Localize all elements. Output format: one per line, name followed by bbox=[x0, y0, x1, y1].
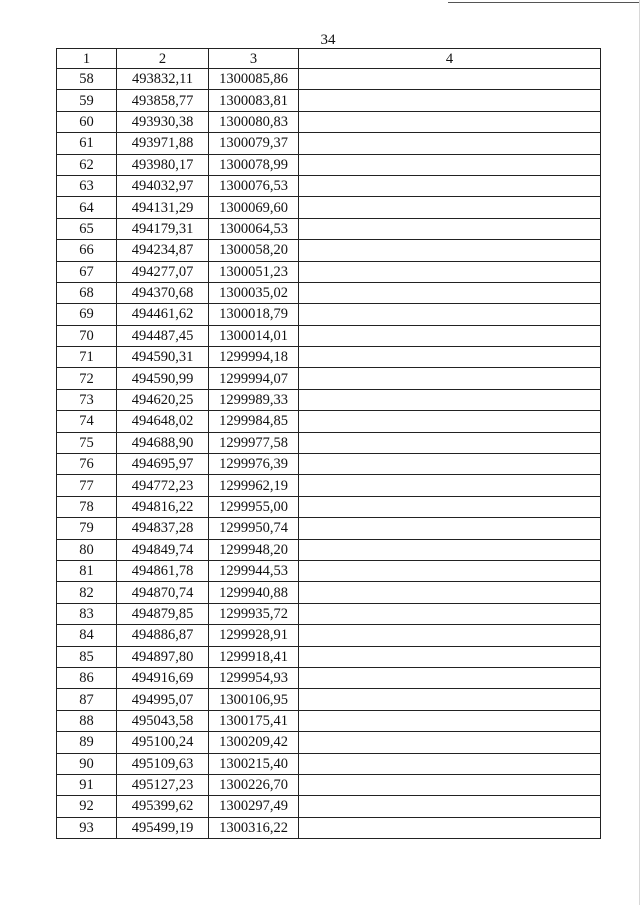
y-coordinate-cell: 1300175,41 bbox=[209, 710, 299, 731]
point-number-cell: 77 bbox=[57, 475, 117, 496]
x-coordinate-cell: 494879,85 bbox=[117, 603, 209, 624]
point-number-cell: 63 bbox=[57, 175, 117, 196]
point-number-cell: 87 bbox=[57, 689, 117, 710]
note-cell bbox=[299, 560, 601, 581]
table-row bbox=[57, 432, 601, 453]
point-number-cell: 91 bbox=[57, 774, 117, 795]
point-number-cell: 64 bbox=[57, 197, 117, 218]
table-row bbox=[57, 603, 601, 624]
note-cell bbox=[299, 817, 601, 838]
note-cell bbox=[299, 518, 601, 539]
note-cell bbox=[299, 218, 601, 239]
point-number-cell: 58 bbox=[57, 69, 117, 90]
y-coordinate-cell: 1300085,86 bbox=[209, 69, 299, 90]
point-number-cell: 68 bbox=[57, 282, 117, 303]
table-row bbox=[57, 454, 601, 475]
table-row bbox=[57, 261, 601, 282]
page-number: 34 bbox=[320, 32, 336, 48]
note-cell bbox=[299, 368, 601, 389]
table-row bbox=[57, 304, 601, 325]
note-cell bbox=[299, 325, 601, 346]
table-row bbox=[57, 667, 601, 688]
point-number-cell: 76 bbox=[57, 454, 117, 475]
x-coordinate-cell: 494032,97 bbox=[117, 175, 209, 196]
note-cell bbox=[299, 69, 601, 90]
table-row bbox=[57, 539, 601, 560]
table-row bbox=[57, 154, 601, 175]
x-coordinate-cell: 494695,97 bbox=[117, 454, 209, 475]
note-cell bbox=[299, 90, 601, 111]
table-row bbox=[57, 646, 601, 667]
point-number-cell: 88 bbox=[57, 710, 117, 731]
column-header-4: 4 bbox=[299, 49, 601, 69]
y-coordinate-cell: 1300035,02 bbox=[209, 282, 299, 303]
point-number-cell: 70 bbox=[57, 325, 117, 346]
y-coordinate-cell: 1300215,40 bbox=[209, 753, 299, 774]
table-row bbox=[57, 240, 601, 261]
point-number-cell: 78 bbox=[57, 496, 117, 517]
note-cell bbox=[299, 625, 601, 646]
note-cell bbox=[299, 111, 601, 132]
point-number-cell: 66 bbox=[57, 240, 117, 261]
x-coordinate-cell: 494234,87 bbox=[117, 240, 209, 261]
table-row bbox=[57, 90, 601, 111]
y-coordinate-cell: 1300078,99 bbox=[209, 154, 299, 175]
note-cell bbox=[299, 304, 601, 325]
x-coordinate-cell: 494897,80 bbox=[117, 646, 209, 667]
x-coordinate-cell: 494590,31 bbox=[117, 347, 209, 368]
column-header-3: 3 bbox=[209, 49, 299, 69]
x-coordinate-cell: 495127,23 bbox=[117, 774, 209, 795]
scan-border-top bbox=[448, 2, 640, 3]
x-coordinate-cell: 493971,88 bbox=[117, 133, 209, 154]
table-row bbox=[57, 689, 601, 710]
point-number-cell: 69 bbox=[57, 304, 117, 325]
x-coordinate-cell: 495109,63 bbox=[117, 753, 209, 774]
y-coordinate-cell: 1300226,70 bbox=[209, 774, 299, 795]
x-coordinate-cell: 494590,99 bbox=[117, 368, 209, 389]
table-row bbox=[57, 282, 601, 303]
y-coordinate-cell: 1300058,20 bbox=[209, 240, 299, 261]
table-row bbox=[57, 817, 601, 838]
y-coordinate-cell: 1299944,53 bbox=[209, 560, 299, 581]
y-coordinate-cell: 1299976,39 bbox=[209, 454, 299, 475]
coordinates-table bbox=[56, 48, 601, 839]
note-cell bbox=[299, 603, 601, 624]
table-row bbox=[57, 518, 601, 539]
note-cell bbox=[299, 582, 601, 603]
y-coordinate-cell: 1300209,42 bbox=[209, 732, 299, 753]
table-row bbox=[57, 732, 601, 753]
x-coordinate-cell: 494916,69 bbox=[117, 667, 209, 688]
note-cell bbox=[299, 753, 601, 774]
y-coordinate-cell: 1300051,23 bbox=[209, 261, 299, 282]
y-coordinate-cell: 1300080,83 bbox=[209, 111, 299, 132]
note-cell bbox=[299, 667, 601, 688]
x-coordinate-cell: 494772,23 bbox=[117, 475, 209, 496]
note-cell bbox=[299, 475, 601, 496]
y-coordinate-cell: 1299984,85 bbox=[209, 411, 299, 432]
x-coordinate-cell: 495100,24 bbox=[117, 732, 209, 753]
table-row bbox=[57, 133, 601, 154]
column-header-2: 2 bbox=[117, 49, 209, 69]
x-coordinate-cell: 494995,07 bbox=[117, 689, 209, 710]
note-cell bbox=[299, 133, 601, 154]
note-cell bbox=[299, 646, 601, 667]
x-coordinate-cell: 495043,58 bbox=[117, 710, 209, 731]
y-coordinate-cell: 1300316,22 bbox=[209, 817, 299, 838]
note-cell bbox=[299, 240, 601, 261]
point-number-cell: 75 bbox=[57, 432, 117, 453]
y-coordinate-cell: 1300064,53 bbox=[209, 218, 299, 239]
table-row bbox=[57, 175, 601, 196]
x-coordinate-cell: 494688,90 bbox=[117, 432, 209, 453]
table-row bbox=[57, 582, 601, 603]
note-cell bbox=[299, 389, 601, 410]
table-row bbox=[57, 710, 601, 731]
table-row bbox=[57, 347, 601, 368]
note-cell bbox=[299, 261, 601, 282]
y-coordinate-cell: 1299989,33 bbox=[209, 389, 299, 410]
y-coordinate-cell: 1299950,74 bbox=[209, 518, 299, 539]
y-coordinate-cell: 1300083,81 bbox=[209, 90, 299, 111]
point-number-cell: 67 bbox=[57, 261, 117, 282]
note-cell bbox=[299, 774, 601, 795]
table-row bbox=[57, 69, 601, 90]
note-cell bbox=[299, 454, 601, 475]
y-coordinate-cell: 1300076,53 bbox=[209, 175, 299, 196]
table-row bbox=[57, 625, 601, 646]
x-coordinate-cell: 493858,77 bbox=[117, 90, 209, 111]
point-number-cell: 61 bbox=[57, 133, 117, 154]
point-number-cell: 80 bbox=[57, 539, 117, 560]
x-coordinate-cell: 494461,62 bbox=[117, 304, 209, 325]
x-coordinate-cell: 494179,31 bbox=[117, 218, 209, 239]
point-number-cell: 81 bbox=[57, 560, 117, 581]
table-header-row bbox=[57, 49, 601, 69]
point-number-cell: 89 bbox=[57, 732, 117, 753]
point-number-cell: 74 bbox=[57, 411, 117, 432]
table-row bbox=[57, 774, 601, 795]
point-number-cell: 85 bbox=[57, 646, 117, 667]
point-number-cell: 83 bbox=[57, 603, 117, 624]
note-cell bbox=[299, 197, 601, 218]
table-row bbox=[57, 411, 601, 432]
table-row bbox=[57, 368, 601, 389]
table-row bbox=[57, 496, 601, 517]
x-coordinate-cell: 494849,74 bbox=[117, 539, 209, 560]
table-row bbox=[57, 197, 601, 218]
point-number-cell: 84 bbox=[57, 625, 117, 646]
x-coordinate-cell: 495399,62 bbox=[117, 796, 209, 817]
x-coordinate-cell: 493832,11 bbox=[117, 69, 209, 90]
y-coordinate-cell: 1299977,58 bbox=[209, 432, 299, 453]
x-coordinate-cell: 494870,74 bbox=[117, 582, 209, 603]
note-cell bbox=[299, 496, 601, 517]
y-coordinate-cell: 1299955,00 bbox=[209, 496, 299, 517]
x-coordinate-cell: 493930,38 bbox=[117, 111, 209, 132]
table-row bbox=[57, 560, 601, 581]
x-coordinate-cell: 494370,68 bbox=[117, 282, 209, 303]
point-number-cell: 65 bbox=[57, 218, 117, 239]
note-cell bbox=[299, 175, 601, 196]
x-coordinate-cell: 495499,19 bbox=[117, 817, 209, 838]
point-number-cell: 60 bbox=[57, 111, 117, 132]
x-coordinate-cell: 494886,87 bbox=[117, 625, 209, 646]
y-coordinate-cell: 1299962,19 bbox=[209, 475, 299, 496]
table-body bbox=[57, 69, 601, 839]
note-cell bbox=[299, 347, 601, 368]
point-number-cell: 86 bbox=[57, 667, 117, 688]
note-cell bbox=[299, 710, 601, 731]
y-coordinate-cell: 1299940,88 bbox=[209, 582, 299, 603]
x-coordinate-cell: 493980,17 bbox=[117, 154, 209, 175]
note-cell bbox=[299, 282, 601, 303]
note-cell bbox=[299, 732, 601, 753]
point-number-cell: 82 bbox=[57, 582, 117, 603]
y-coordinate-cell: 1300014,01 bbox=[209, 325, 299, 346]
point-number-cell: 72 bbox=[57, 368, 117, 389]
y-coordinate-cell: 1299994,07 bbox=[209, 368, 299, 389]
y-coordinate-cell: 1300018,79 bbox=[209, 304, 299, 325]
x-coordinate-cell: 494861,78 bbox=[117, 560, 209, 581]
y-coordinate-cell: 1299918,41 bbox=[209, 646, 299, 667]
note-cell bbox=[299, 539, 601, 560]
point-number-cell: 59 bbox=[57, 90, 117, 111]
note-cell bbox=[299, 411, 601, 432]
point-number-cell: 92 bbox=[57, 796, 117, 817]
y-coordinate-cell: 1299935,72 bbox=[209, 603, 299, 624]
y-coordinate-cell: 1299928,91 bbox=[209, 625, 299, 646]
x-coordinate-cell: 494131,29 bbox=[117, 197, 209, 218]
point-number-cell: 71 bbox=[57, 347, 117, 368]
table-row bbox=[57, 218, 601, 239]
table-row bbox=[57, 475, 601, 496]
note-cell bbox=[299, 796, 601, 817]
y-coordinate-cell: 1299948,20 bbox=[209, 539, 299, 560]
y-coordinate-cell: 1300069,60 bbox=[209, 197, 299, 218]
y-coordinate-cell: 1300106,95 bbox=[209, 689, 299, 710]
point-number-cell: 93 bbox=[57, 817, 117, 838]
point-number-cell: 90 bbox=[57, 753, 117, 774]
x-coordinate-cell: 494816,22 bbox=[117, 496, 209, 517]
y-coordinate-cell: 1299994,18 bbox=[209, 347, 299, 368]
x-coordinate-cell: 494837,28 bbox=[117, 518, 209, 539]
table-row bbox=[57, 753, 601, 774]
x-coordinate-cell: 494277,07 bbox=[117, 261, 209, 282]
table-row bbox=[57, 325, 601, 346]
note-cell bbox=[299, 689, 601, 710]
table-row bbox=[57, 389, 601, 410]
x-coordinate-cell: 494648,02 bbox=[117, 411, 209, 432]
point-number-cell: 79 bbox=[57, 518, 117, 539]
note-cell bbox=[299, 432, 601, 453]
table-row bbox=[57, 796, 601, 817]
x-coordinate-cell: 494487,45 bbox=[117, 325, 209, 346]
y-coordinate-cell: 1300079,37 bbox=[209, 133, 299, 154]
table-row bbox=[57, 111, 601, 132]
x-coordinate-cell: 494620,25 bbox=[117, 389, 209, 410]
y-coordinate-cell: 1300297,49 bbox=[209, 796, 299, 817]
note-cell bbox=[299, 154, 601, 175]
column-header-1: 1 bbox=[57, 49, 117, 69]
y-coordinate-cell: 1299954,93 bbox=[209, 667, 299, 688]
point-number-cell: 62 bbox=[57, 154, 117, 175]
point-number-cell: 73 bbox=[57, 389, 117, 410]
